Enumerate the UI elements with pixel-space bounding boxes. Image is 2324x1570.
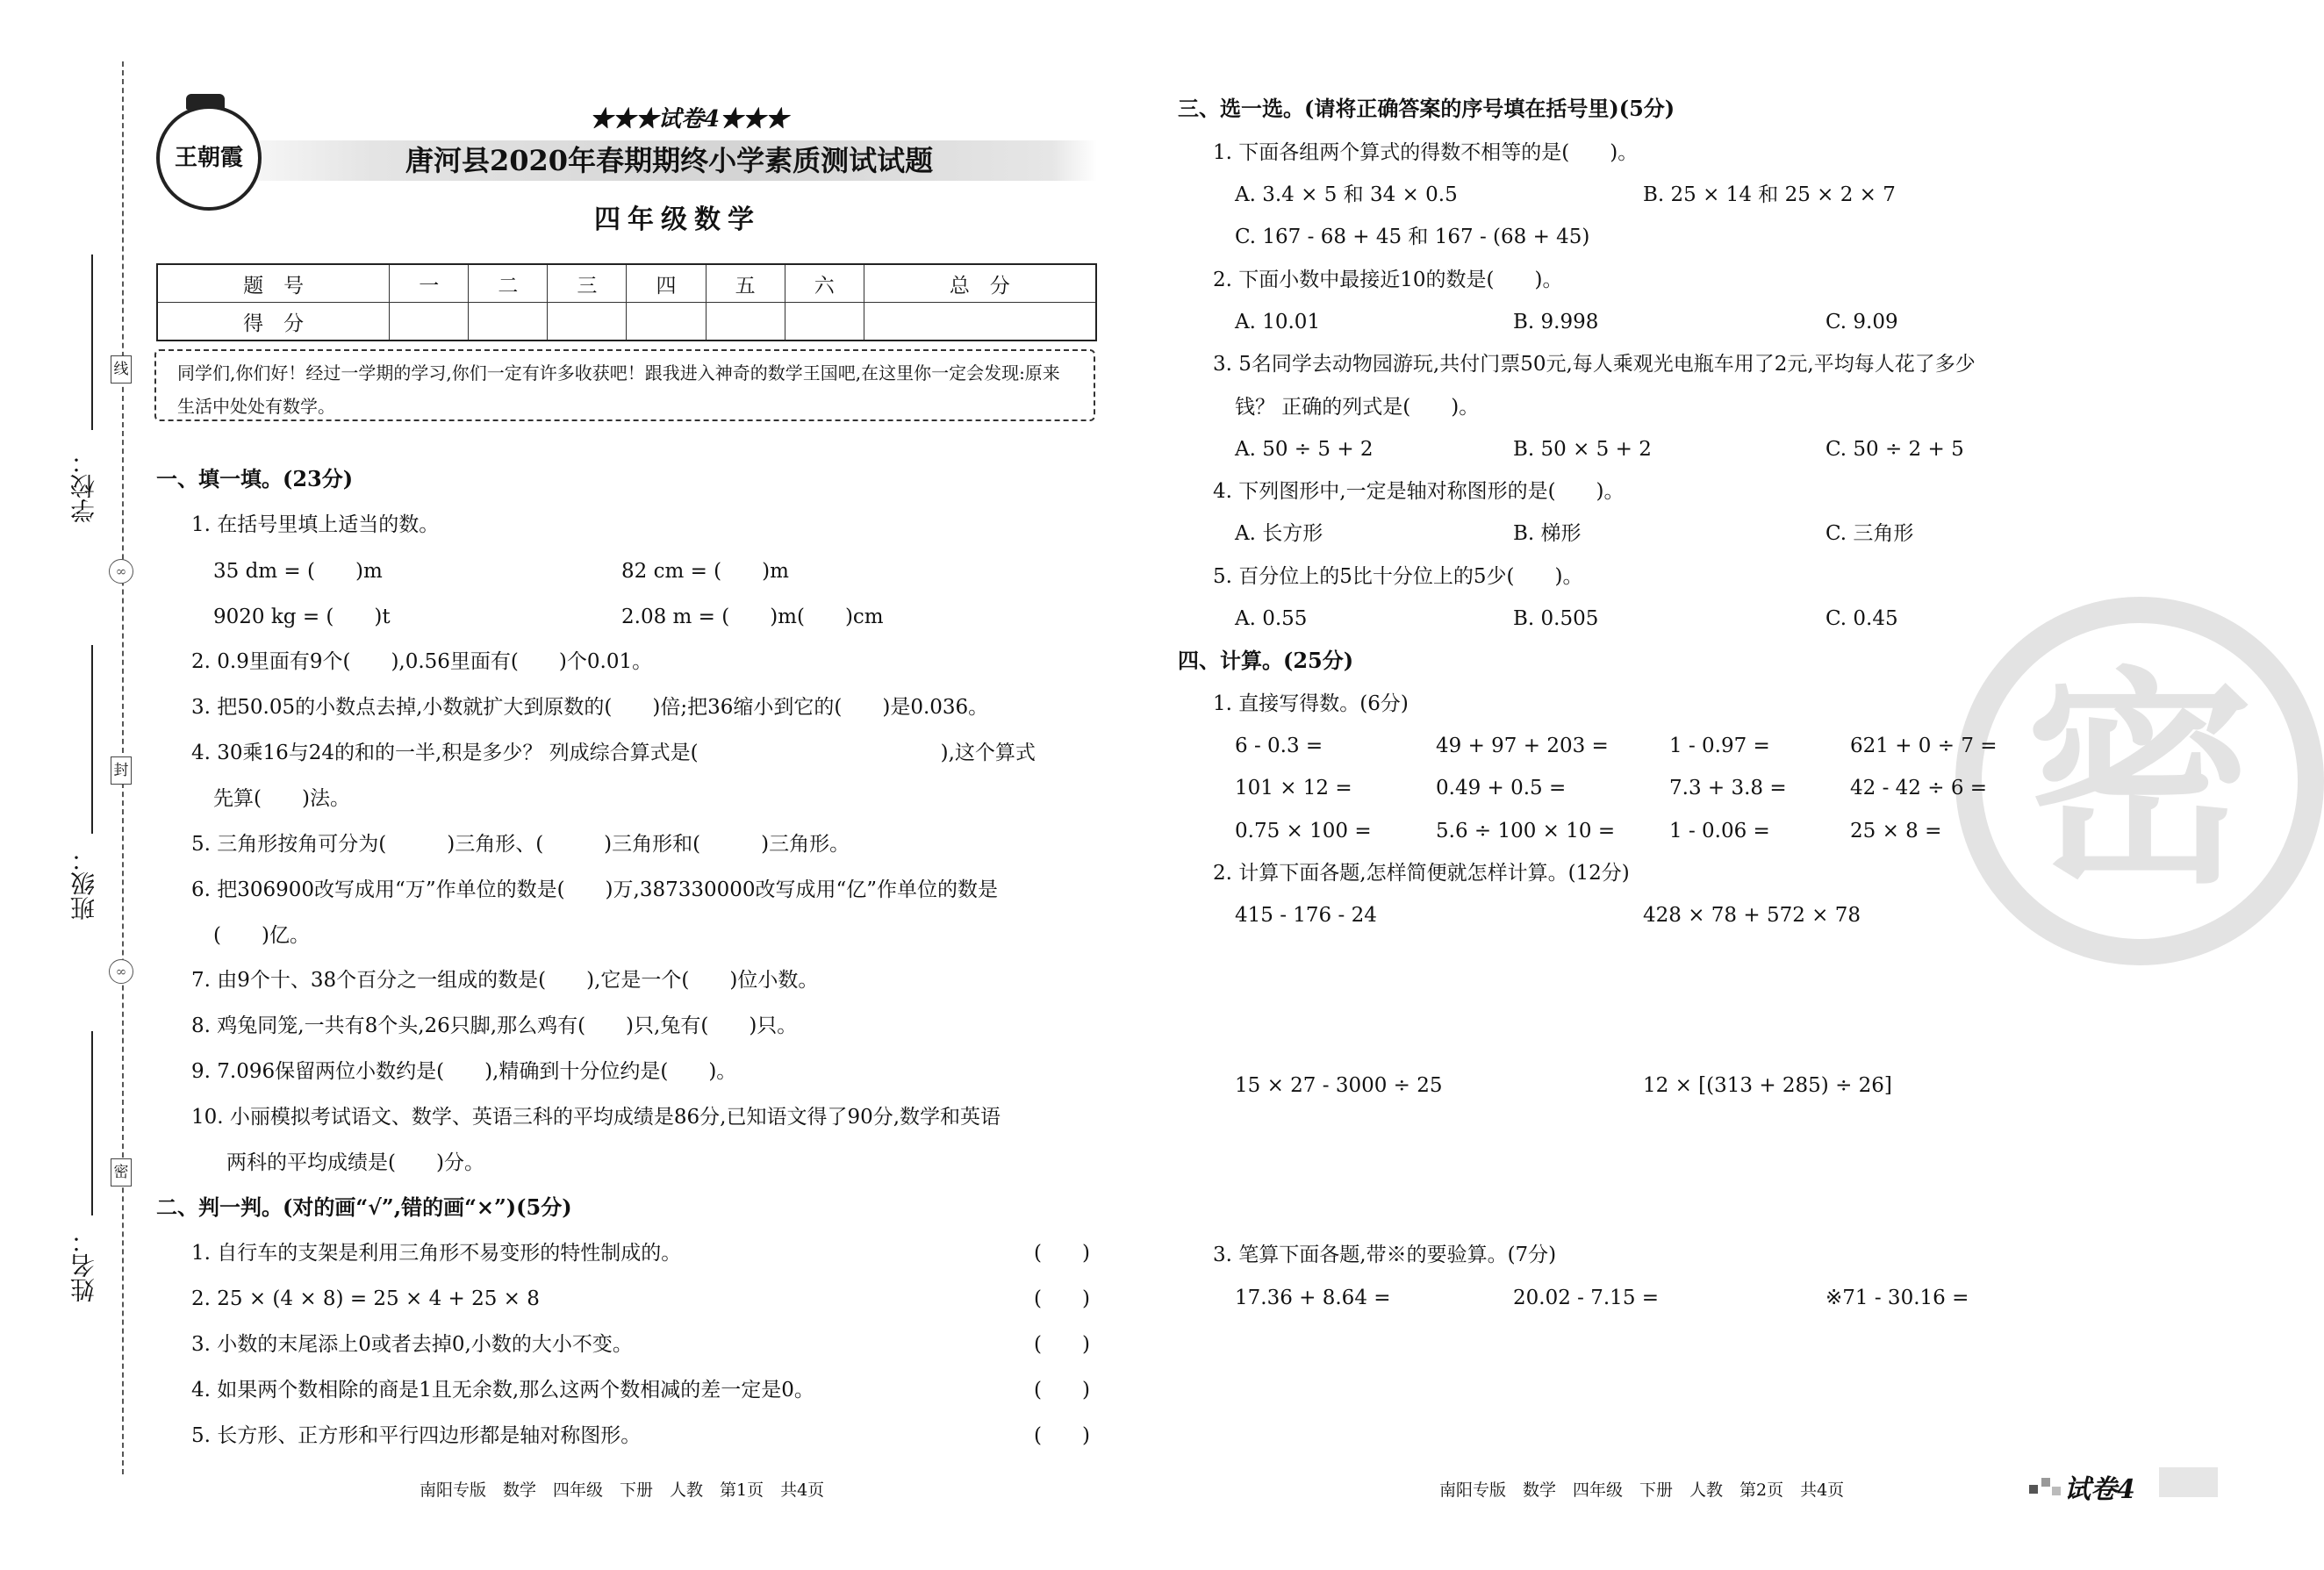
answer-paren[interactable]: ( ) <box>1034 1287 1090 1310</box>
option: B. 25 × 14 和 25 × 2 × 7 <box>1643 183 1896 206</box>
ribbon-knot-icon: ∞ <box>109 959 133 984</box>
score-header-cell: 六 <box>785 264 864 303</box>
deco-square <box>2052 1487 2061 1495</box>
deco-square <box>2029 1485 2038 1494</box>
question-part: 82 cm = ( )m <box>621 560 789 583</box>
subject-title: 四年级数学 <box>594 204 761 235</box>
answer-paren[interactable]: ( ) <box>1034 1424 1090 1447</box>
question: 5. 三角形按角可分为( )三角形、( )三角形和( )三角形。 <box>191 833 850 856</box>
ribbon-knot-icon: ∞ <box>109 559 133 584</box>
section-3-title: 三、选一选。(请将正确答案的序号填在括号里)(5分) <box>1178 96 1675 121</box>
question: 9. 7.096保留两位小数约是( ),精确到十分位约是( )。 <box>191 1060 737 1083</box>
calc-item: 0.49 + 0.5 = <box>1436 777 1567 799</box>
score-cell[interactable] <box>785 303 864 341</box>
score-header-cell: 一 <box>390 264 469 303</box>
question: 3. 把50.05的小数点去掉,小数就扩大到原数的( )倍;把36缩小到它的( )是0.036。 <box>191 696 989 719</box>
judge-item: 5. 长方形、正方形和平行四边形都是轴对称图形。 <box>191 1424 642 1447</box>
calc-item: 415 - 176 - 24 <box>1235 904 1377 927</box>
score-header-cell: 总 分 <box>864 264 1096 303</box>
judge-item: 2. 25 × (4 × 8) = 25 × 4 + 25 × 8 <box>191 1287 540 1310</box>
answer-paren[interactable]: ( ) <box>1034 1333 1090 1356</box>
question: 1. 在括号里填上适当的数。 <box>191 513 440 536</box>
score-cell[interactable] <box>627 303 706 341</box>
score-cell[interactable] <box>469 303 548 341</box>
question: 6. 把306900改写成用“万”作单位的数是( )万,387330000改写成用“亿”作单位的数是 <box>191 878 999 901</box>
question: 4. 30乘16与24的和的一半,积是多少？ 列成综合算式是( ),这个算式 <box>191 742 1036 764</box>
calc-item: 621 + 0 ÷ 7 = <box>1850 735 1998 757</box>
name-line <box>91 1031 93 1215</box>
question: 3. 5名同学去动物园游玩,共付门票50元,每人乘观光电瓶车用了2元,平均每人花了多少 <box>1213 353 1976 376</box>
judge-item: 4. 如果两个数相除的商是1且无余数,那么这两个数相减的差一定是0。 <box>191 1379 814 1402</box>
question: 2. 计算下面各题,怎样简便就怎样计算。(12分) <box>1213 862 1630 885</box>
calc-item: 15 × 27 - 3000 ÷ 25 <box>1235 1074 1443 1097</box>
judge-item: 1. 自行车的支架是利用三角形不易变形的特性制成的。 <box>191 1242 682 1265</box>
option: A. 长方形 <box>1235 522 1323 545</box>
option: A. 3.4 × 5 和 34 × 0.5 <box>1235 183 1458 206</box>
calc-item: 17.36 + 8.64 = <box>1235 1287 1391 1309</box>
margin-char-secret: 密 <box>111 1158 132 1186</box>
score-row-label: 得 分 <box>157 303 390 341</box>
calc-item: 7.3 + 3.8 = <box>1669 777 1787 799</box>
question: 1. 下面各组两个算式的得数不相等的是( )。 <box>1213 141 1639 164</box>
option: A. 50 ÷ 5 + 2 <box>1235 438 1374 461</box>
option: B. 0.505 <box>1513 607 1599 630</box>
option: C. 0.45 <box>1825 607 1898 630</box>
option: C. 167 - 68 + 45 和 167 - (68 + 45) <box>1235 226 1590 248</box>
margin-char-seal: 封 <box>111 756 132 785</box>
name-label: 姓名： <box>69 1229 98 1302</box>
footer-left: 南阳专版 数学 四年级 下册 人教 第1页 共4页 <box>420 1480 825 1500</box>
question-cont: 两科的平均成绩是( )分。 <box>226 1151 484 1174</box>
deco-square <box>2041 1478 2050 1487</box>
calc-item: 49 + 97 + 203 = <box>1436 735 1609 757</box>
option: C. 9.09 <box>1825 311 1898 333</box>
answer-paren[interactable]: ( ) <box>1034 1379 1090 1402</box>
score-header-cell: 题 号 <box>157 264 390 303</box>
question: 8. 鸡兔同笼,一共有8个头,26只脚,那么鸡有( )只,兔有( )只。 <box>191 1014 798 1037</box>
brand-logo: 王朝霞 <box>156 105 262 211</box>
section-1-title: 一、填一填。(23分) <box>156 466 354 491</box>
section-2-title: 二、判一判。(对的画“√”,错的画“×”)(5分) <box>156 1194 572 1220</box>
calc-item: 428 × 78 + 572 × 78 <box>1643 904 1861 927</box>
score-cell[interactable] <box>864 303 1096 341</box>
calc-item: 101 × 12 = <box>1235 777 1352 799</box>
question-cont: 钱？ 正确的列式是( )。 <box>1235 396 1480 419</box>
answer-paren[interactable]: ( ) <box>1034 1242 1090 1265</box>
class-line <box>91 645 93 834</box>
option: A. 10.01 <box>1235 311 1321 333</box>
question: 10. 小丽模拟考试语文、数学、英语三科的平均成绩是86分,已知语文得了90分,数学和英语 <box>191 1106 1001 1129</box>
option: B. 9.998 <box>1513 311 1599 333</box>
question-part: 9020 kg = ( )t <box>213 606 391 628</box>
calc-item: 12 × [(313 + 285) ÷ 26] <box>1643 1074 1892 1097</box>
question-part: 2.08 m = ( )m( )cm <box>621 606 884 628</box>
paper-badge: ★★★试卷4★★★ <box>590 106 789 133</box>
question: 3. 笔算下面各题,带※的要验算。(7分) <box>1213 1244 1557 1266</box>
page-title: 唐河县2020年春期期终小学素质测试试题 <box>405 144 934 177</box>
score-header-cell: 二 <box>469 264 548 303</box>
calc-item: 1 - 0.97 = <box>1669 735 1770 757</box>
score-cell[interactable] <box>706 303 785 341</box>
calc-item: 1 - 0.06 = <box>1669 820 1770 842</box>
option: A. 0.55 <box>1235 607 1308 630</box>
class-label: 班级： <box>69 847 98 921</box>
score-cell[interactable] <box>548 303 627 341</box>
score-table <box>156 263 1097 341</box>
score-header-cell: 四 <box>627 264 706 303</box>
margin-char-line: 线 <box>111 355 132 384</box>
option: C. 三角形 <box>1825 522 1914 545</box>
calc-item: 6 - 0.3 = <box>1235 735 1323 757</box>
intro-box: 同学们,你们好！经过一学期的学习,你们一定有许多收获吧！跟我进入神奇的数学王国吧,在这里你一定会发现:原来生活中处处有数学。 <box>154 349 1095 421</box>
footer-right: 南阳专版 数学 四年级 下册 人教 第2页 共4页 <box>1439 1480 1845 1500</box>
calc-item: 20.02 - 7.15 = <box>1513 1287 1660 1309</box>
calc-item: 25 × 8 = <box>1850 820 1942 842</box>
score-header-cell: 五 <box>706 264 785 303</box>
option: C. 50 ÷ 2 + 5 <box>1825 438 1964 461</box>
question: 2. 0.9里面有9个( ),0.56里面有( )个0.01。 <box>191 650 653 673</box>
question: 4. 下列图形中,一定是轴对称图形的是( )。 <box>1213 480 1625 503</box>
question: 7. 由9个十、38个百分之一组成的数是( ),它是一个( )位小数。 <box>191 969 819 992</box>
section-4-title: 四、计算。(25分) <box>1178 648 1354 673</box>
question: 2. 下面小数中最接近10的数是( )。 <box>1213 269 1563 291</box>
question: 1. 直接写得数。(6分) <box>1213 692 1409 715</box>
calc-item: 0.75 × 100 = <box>1235 820 1372 842</box>
paper-tag: 试卷4 <box>2064 1474 2135 1505</box>
question-cont: ( )亿。 <box>213 924 310 947</box>
tag-bar <box>2159 1467 2218 1497</box>
option: B. 梯形 <box>1513 522 1582 545</box>
calc-item: 5.6 ÷ 100 × 10 = <box>1436 820 1616 842</box>
school-label: 学校： <box>69 449 98 523</box>
question-part: 35 dm = ( )m <box>213 560 383 583</box>
option: B. 50 × 5 + 2 <box>1513 438 1652 461</box>
judge-item: 3. 小数的末尾添上0或者去掉0,小数的大小不变。 <box>191 1333 633 1356</box>
calc-item: ※71 - 30.16 = <box>1825 1287 1969 1309</box>
calc-item: 42 - 42 ÷ 6 = <box>1850 777 1988 799</box>
question: 5. 百分位上的5比十分位上的5少( )。 <box>1213 565 1583 588</box>
score-cell[interactable] <box>390 303 469 341</box>
watermark-seal: 密 <box>1955 597 2324 965</box>
score-header-cell: 三 <box>548 264 627 303</box>
question-cont: 先算( )法。 <box>213 787 350 810</box>
school-line <box>91 254 93 430</box>
